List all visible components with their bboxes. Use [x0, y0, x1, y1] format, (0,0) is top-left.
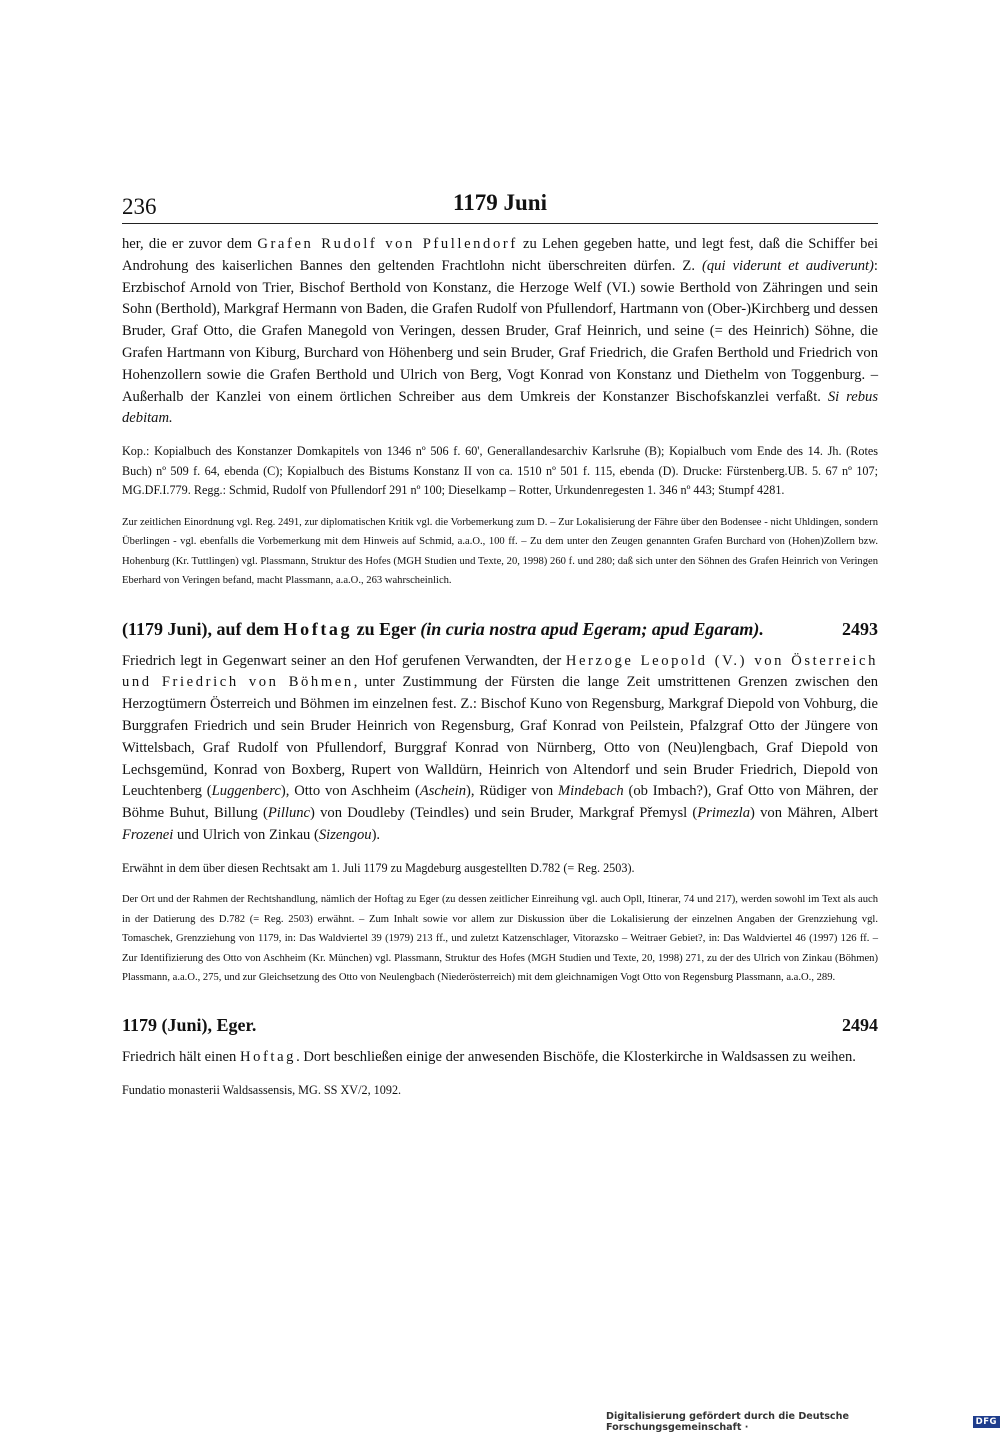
dfg-logo: DFG — [973, 1416, 1000, 1428]
regest-2494-text: Friedrich hält einen Hoftag. Dort beschließen einige der anwesenden Bischöfe, die Klosterkirche in Waldsassen zu weihen. — [122, 1049, 856, 1066]
regest-number: 2494 — [842, 1015, 878, 1036]
page-number: 236 — [122, 194, 157, 219]
regest-2492-note: Zur zeitlichen Einordnung vgl. Reg. 2491, zur diplomatischen Kritik vgl. die Vorbemerkung zum D. – Zur Lokalisierung der Fähre über den Bodensee - nicht Uhldingen, sondern Überlingen - vgl. ebenfalls die Vorbemerkung mit dem Hinweis auf Schmid, a.a.O., 100 ff. – Zu dem unter den Zeugen genannten Grafen Burchard von (Hohen)Zollern bzw. Hohenburg (Kr. Tuttlingen) vgl. Plassmann, Struktur des Hofes (MGH Studien und Texte, 20, 1998) 260 f. und 280; daß sich unter den Söhnen des Grafen Heinrich von Veringen Eberhard von Veringen befand, macht Plassmann, a.a.O., 263 wahrscheinlich. — [122, 516, 878, 587]
regest-2493-text: Friedrich legt in Gegenwart seiner an den Hof gerufenen Verwandten, der Herzoge Leopold (V.) von Österreich und Friedrich von Böhmen, unter Zustimmung der Fürsten die lange Zeit umstrittenen Grenzen zwischen den Herzogtümern Österreich und Böhmen im einzelnen fest. Z.: Bischof Kuno von Regensburg, Markgraf Diepold von Vohburg, die Burggrafen Friedrich und sein Bruder Heinrich von Regensburg, Graf Konrad von Peilstein, Pfalzgraf Otto der Jüngere von Wittelsbach, Graf Rudolf von Pfullendorf, Burggraf Konrad von Nürnberg, Otto von (Neu)lengbach, Graf Diepold von Lechsgemünd, Konrad von Boxberg, Rupert von Walldürn, Heinrich von Altendorf und sein Bruder Friedrich, Diepold von Leuchtenberg (Luggenberc), Otto von Aschheim (Aschein), Rüdiger von Mindebach (ob Imbach?), Graf Otto von Mähren, der Böhme Buhut, Billung (Pillunc) von Doudleby (Teindles) und sein Bruder, Markgraf Přemysl (Primezla) von Mähren, Albert Frozenei und Ulrich von Zinkau (Sizengou). — [122, 652, 879, 843]
regest-number: 2493 — [842, 618, 878, 639]
page — [122, 190, 878, 1101]
running-header — [122, 190, 878, 224]
regest-2494-sources: Fundatio monasterii Waldsassensis, MG. SS XV/2, 1092. — [122, 1083, 402, 1098]
regest-2492-continuation: her, die er zuvor dem Grafen Rudolf von Pfullendorf zu Lehen gegeben hatte, und legt fest, daß die Schiffer bei Androhung des kaiserlichen Bannes den geltenden Frachtlohn nicht überschreiten dürfen. Z. (qui viderunt et audiverunt): Erzbischof Arnold von Trier, Bischof Berthold von Konstanz, die Herzoge Welf (VI.) sowie Berthold von Zähringen und sein Sohn (Berthold), Markgraf Hermann von Baden, die Grafen Rudolf von Pfullendorf, Hartmann von (Ober-)Kirchberg und dessen Bruder, Graf Otto, die Grafen Manegold von Veringen, dessen Bruder, Graf Heinrich, und seine (= des Heinrich) Söhne, die Grafen Hartmann von Kiburg, Burchard von Höhenberg und sein Bruder, Graf Friedrich, die Grafen Berthold und Friedrich von Hohenzollern sowie die Grafen Berthold und Ulrich von Berg, Vogt Konrad von Konstanz und Diethelm von Toggenburg. – Außerhalb der Kanzlei von einem örtlichen Schreiber aus dem Umkreis der Konstanzer Bischofskanzlei verfaßt. Si rebus debitam. — [122, 236, 878, 427]
regest-2493-heading: (1179 Juni), auf dem Hoftag zu Eger (in curia nostra apud Egeram; apud Egaram). 2493 — [122, 618, 878, 639]
regest-2493-note: Der Ort und der Rahmen der Rechtshandlung, nämlich der Hoftag zu Eger (zu dessen zeitlicher Einreihung vgl. auch Opll, Itinerar, 74 und 217), werden sowohl im Text als auch in der Datierung des D.782 (= Reg. 2503) erwähnt. – Zum Inhalt sowie vor allem zur Diskussion über die Lokalisierung der einzelnen Angaben der Grenzziehung vgl. Tomaschek, Grenzziehung von 1179, in: Das Waldviertel 39 (1979) 213 ff., und zuletzt Katzenschlager, Vitorazsko – Weitraer Gebiet?, in: Das Waldviertel 46 (1997) 126 ff. – Zur Identifizierung des Otto von Aschheim (Kr. München) vgl. Plassmann, Struktur des Hofes (MGH Studien und Texte, 20, 1998) 271, zu der des Ulrich von Zinkau (Böhmen) Plassmann, a.a.O., 275, und zur Gleichsetzung des Otto von Neulengbach (Niederösterreich) mit dem gleichnamigen Vogt Otto von Regensburg Plassmann, a.a.O., 289. — [122, 894, 878, 983]
regest-2492-sources: Kop.: Kopialbuch des Konstanzer Domkapitels von 1346 nº 506 f. 60', Generallandesarchiv Karlsruhe (B); Kopialbuch vom Ende des 14. Jh. (Rotes Buch) nº 509 f. 64, ebenda (C); Kopialbuch des Bistums Konstanz II von ca. 1510 nº 501 f. 115, ebenda (D). Drucke: Fürstenberg.UB. 5. 67 nº 107; MG.DF.I.779. Regg.: Schmid, Rudolf von Pfullendorf 291 nº 100; Dieselkamp – Rotter, Urkundenregesten 1. 346 nº 443; Stumpf 4281. — [122, 444, 878, 498]
page-title: 1179 Juni — [453, 190, 547, 215]
funding-footer: Digitalisierung gefördert durch die Deutsche Forschungsgemeinschaft · DFG — [606, 1411, 1000, 1433]
regest-2493-sources: Erwähnt in dem über diesen Rechtsakt am 1. Juli 1179 zu Magdeburg ausgestellten D.782 (= Reg. 2503). — [122, 860, 635, 875]
regest-2494-heading: 1179 (Juni), Eger. 2494 — [122, 1015, 878, 1036]
